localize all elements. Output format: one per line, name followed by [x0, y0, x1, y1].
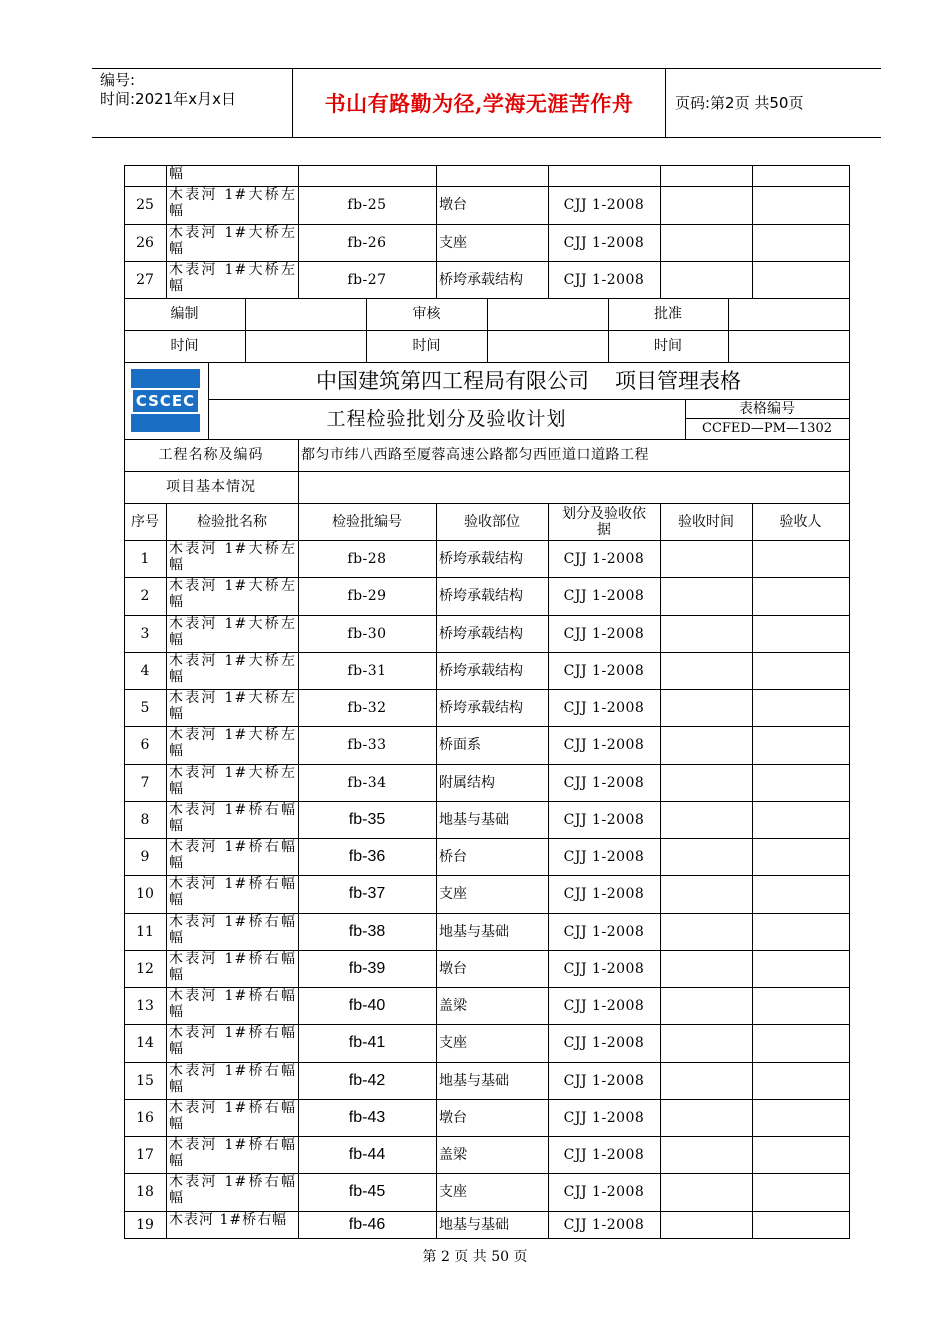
batch-name-cell: 木表河 1#大桥左幅: [166, 540, 299, 578]
batch-name-cell: 木表河 1#大桥左幅: [166, 726, 299, 765]
header-meta: [100, 71, 290, 109]
row-number-cell: [124, 165, 167, 187]
time-label: 时间: [124, 330, 246, 363]
logo-text: CSCEC: [131, 388, 200, 414]
basis-cell: CJJ 1-2008: [548, 1024, 661, 1063]
acceptor-cell: [752, 1136, 850, 1174]
row-number-cell: 12: [124, 950, 167, 988]
header-divider: [665, 69, 666, 137]
batch-code-cell: fb-43: [298, 1099, 437, 1137]
accept-time-cell: [660, 652, 753, 690]
batch-code-cell: fb-31: [298, 652, 437, 690]
batch-code-cell: fb-45: [298, 1173, 437, 1212]
row-number-cell: 2: [124, 577, 167, 616]
acceptor-cell: [752, 987, 850, 1025]
acceptor-cell: [752, 764, 850, 802]
time-value: [728, 330, 850, 363]
header-accept-time: 验收时间: [660, 503, 753, 541]
row-number-cell: 25: [124, 186, 167, 225]
acceptor-cell: [752, 801, 850, 839]
acceptor-cell: [752, 838, 850, 876]
basis-cell: CJJ 1-2008: [548, 987, 661, 1025]
accept-time-cell: [660, 1211, 753, 1239]
part-cell: 支座: [436, 1024, 549, 1063]
time-value: [245, 330, 367, 363]
batch-code-cell: fb-33: [298, 726, 437, 765]
compile-label: 编制: [124, 298, 246, 331]
batch-name-cell: 木表河 1#桥右幅幅: [166, 1173, 299, 1212]
acceptor-cell: [752, 577, 850, 616]
acceptor-cell: [752, 261, 850, 299]
time-label: 时间: [366, 330, 488, 363]
accept-time-cell: [660, 913, 753, 951]
batch-name-cell: 木表河 1#桥右幅幅: [166, 1024, 299, 1063]
header-part: 验收部位: [436, 503, 549, 541]
batch-name-cell: 木表河 1#桥右幅幅: [166, 950, 299, 988]
acceptor-cell: [752, 652, 850, 690]
part-cell: 桥垮承载结构: [436, 652, 549, 690]
header-motto: 书山有路勤为径,学海无涯苦作舟: [324, 91, 634, 116]
accept-time-cell: [660, 540, 753, 578]
acceptor-cell: [752, 1024, 850, 1063]
basis-cell: CJJ 1-2008: [548, 950, 661, 988]
row-number-cell: 19: [124, 1211, 167, 1239]
part-cell: 地基与基础: [436, 1062, 549, 1100]
batch-code-cell: fb-32: [298, 689, 437, 727]
batch-name-cell: 木表河 1#大桥左幅: [166, 764, 299, 802]
header-basis: 划分及验收依据: [548, 503, 661, 541]
page-header: [92, 68, 881, 138]
row-number-cell: 7: [124, 764, 167, 802]
part-cell: 桥垮承载结构: [436, 261, 549, 299]
accept-time-cell: [660, 1099, 753, 1137]
batch-name-cell: 木表河 1#桥右幅幅: [166, 801, 299, 839]
batch-name-cell: 木表河 1#桥右幅幅: [166, 1062, 299, 1100]
batch-code-cell: fb-28: [298, 540, 437, 578]
accept-time-cell: [660, 186, 753, 225]
basis-cell: CJJ 1-2008: [548, 875, 661, 914]
header-batch-name: 检验批名称: [166, 503, 299, 541]
batch-code-cell: fb-30: [298, 615, 437, 653]
acceptor-cell: [752, 540, 850, 578]
acceptor-cell: [752, 689, 850, 727]
batch-code-cell: fb-35: [298, 801, 437, 839]
row-number-cell: 15: [124, 1062, 167, 1100]
page-footer: 第 2 页 共 50 页: [422, 1249, 528, 1265]
batch-name-cell: 木表河 1#桥右幅幅: [166, 987, 299, 1025]
basis-cell: CJJ 1-2008: [548, 1173, 661, 1212]
row-number-cell: 3: [124, 615, 167, 653]
header-acceptor: 验收人: [752, 503, 850, 541]
batch-name-cell: 木表河 1#桥右幅幅: [166, 1099, 299, 1137]
basis-cell: CJJ 1-2008: [548, 764, 661, 802]
accept-time-cell: [660, 764, 753, 802]
project-basic-value: [298, 471, 850, 504]
basis-cell: CJJ 1-2008: [548, 1099, 661, 1137]
basis-cell: CJJ 1-2008: [548, 224, 661, 262]
review-value: [487, 298, 609, 331]
batch-code-cell: fb-29: [298, 577, 437, 616]
batch-code-cell: fb-39: [298, 950, 437, 988]
basis-cell: CJJ 1-2008: [548, 1136, 661, 1174]
part-cell: 墩台: [436, 950, 549, 988]
batch-name-cell: 木表河 1#大桥左幅: [166, 615, 299, 653]
batch-code-cell: fb-37: [298, 875, 437, 914]
approve-value: [728, 298, 850, 331]
row-number-cell: 8: [124, 801, 167, 839]
basis-cell: CJJ 1-2008: [548, 913, 661, 951]
accept-time-cell: [660, 577, 753, 616]
batch-code-cell: fb-40: [298, 987, 437, 1025]
part-cell: 地基与基础: [436, 801, 549, 839]
acceptor-cell: [752, 875, 850, 914]
batch-name-cell: 木表河 1#桥右幅幅: [166, 1136, 299, 1174]
acceptor-cell: [752, 913, 850, 951]
empty-cell: [752, 165, 850, 187]
acceptor-cell: [752, 950, 850, 988]
row-number-cell: 26: [124, 224, 167, 262]
acceptor-cell: [752, 186, 850, 225]
part-cell: 墩台: [436, 1099, 549, 1137]
basis-cell: CJJ 1-2008: [548, 801, 661, 839]
batch-name-cell: 木表河 1#大桥左幅: [166, 652, 299, 690]
row-number-cell: 9: [124, 838, 167, 876]
basis-cell: CJJ 1-2008: [548, 261, 661, 299]
time-label: 时间:2021年x月x日: [100, 90, 236, 108]
part-cell: 附属结构: [436, 764, 549, 802]
acceptor-cell: [752, 1062, 850, 1100]
row-number-cell: 10: [124, 875, 167, 914]
empty-cell: [436, 165, 549, 187]
accept-time-cell: [660, 726, 753, 765]
basis-cell: CJJ 1-2008: [548, 838, 661, 876]
acceptor-cell: [752, 1211, 850, 1239]
batch-name-cell: 木表河 1#大桥左幅: [166, 224, 299, 262]
acceptor-cell: [752, 224, 850, 262]
batch-code-cell: fb-34: [298, 764, 437, 802]
batch-code-cell: fb-36: [298, 838, 437, 876]
accept-time-cell: [660, 261, 753, 299]
part-cell: 桥面系: [436, 726, 549, 765]
batch-name-cell: 幅: [166, 165, 299, 187]
part-cell: 地基与基础: [436, 913, 549, 951]
review-label: 审核: [366, 298, 488, 331]
batch-name-cell: 木表河 1#桥右幅幅: [166, 838, 299, 876]
basis-cell: CJJ 1-2008: [548, 652, 661, 690]
form-type: 项目管理表格: [615, 368, 741, 393]
form-title: 工程检验批划分及验收计划: [208, 399, 686, 440]
accept-time-cell: [660, 1062, 753, 1100]
part-cell: 地基与基础: [436, 1211, 549, 1239]
row-number-cell: 11: [124, 913, 167, 951]
project-name-label: 工程名称及编码: [124, 439, 299, 472]
part-cell: 支座: [436, 875, 549, 914]
page-info: 页码:第2页 共50页: [675, 94, 804, 112]
project-name-value: 都匀市纬八西路至厦蓉高速公路都匀西匝道口道路工程: [298, 439, 850, 472]
header-no: 序号: [124, 503, 167, 541]
part-cell: 盖梁: [436, 1136, 549, 1174]
company-title: [208, 362, 850, 400]
part-cell: 墩台: [436, 186, 549, 225]
accept-time-cell: [660, 875, 753, 914]
batch-name-cell: 木表河 1#桥右幅幅: [166, 875, 299, 914]
batch-code-cell: fb-44: [298, 1136, 437, 1174]
basis-cell: CJJ 1-2008: [548, 186, 661, 225]
accept-time-cell: [660, 801, 753, 839]
batch-name-cell: 木表河 1#桥右幅: [166, 1211, 299, 1239]
empty-cell: [548, 165, 661, 187]
approve-label: 批准: [608, 298, 729, 331]
accept-time-cell: [660, 1024, 753, 1063]
part-cell: 盖梁: [436, 987, 549, 1025]
batch-code-cell: fb-41: [298, 1024, 437, 1063]
part-cell: 支座: [436, 224, 549, 262]
empty-cell: [660, 165, 753, 187]
empty-cell: [298, 165, 437, 187]
accept-time-cell: [660, 1136, 753, 1174]
row-number-cell: 13: [124, 987, 167, 1025]
accept-time-cell: [660, 950, 753, 988]
batch-name-cell: 木表河 1#大桥左幅: [166, 689, 299, 727]
batch-code-cell: fb-27: [298, 261, 437, 299]
batch-name-cell: 木表河 1#大桥左幅: [166, 261, 299, 299]
part-cell: 桥垮承载结构: [436, 615, 549, 653]
part-cell: 桥垮承载结构: [436, 577, 549, 616]
company-name: 中国建筑第四工程局有限公司: [316, 368, 589, 393]
row-number-cell: 17: [124, 1136, 167, 1174]
part-cell: 支座: [436, 1173, 549, 1212]
basis-cell: CJJ 1-2008: [548, 1062, 661, 1100]
company-logo: [131, 369, 200, 432]
basis-cell: CJJ 1-2008: [548, 615, 661, 653]
basis-cell: CJJ 1-2008: [548, 540, 661, 578]
batch-code-cell: fb-26: [298, 224, 437, 262]
acceptor-cell: [752, 726, 850, 765]
row-number-cell: 5: [124, 689, 167, 727]
batch-code-cell: fb-42: [298, 1062, 437, 1100]
form-no: CCFED—PM—1302: [685, 418, 850, 440]
accept-time-cell: [660, 1173, 753, 1212]
accept-time-cell: [660, 689, 753, 727]
code-label: 编号:: [100, 71, 136, 89]
row-number-cell: 18: [124, 1173, 167, 1212]
row-number-cell: 14: [124, 1024, 167, 1063]
header-batch-code: 检验批编号: [298, 503, 437, 541]
basis-cell: CJJ 1-2008: [548, 577, 661, 616]
row-number-cell: 16: [124, 1099, 167, 1137]
project-basic-label: 项目基本情况: [124, 471, 299, 504]
acceptor-cell: [752, 1099, 850, 1137]
accept-time-cell: [660, 615, 753, 653]
batch-name-cell: 木表河 1#大桥左幅: [166, 577, 299, 616]
acceptor-cell: [752, 615, 850, 653]
form-no-label: 表格编号: [685, 399, 850, 419]
part-cell: 桥垮承载结构: [436, 689, 549, 727]
accept-time-cell: [660, 987, 753, 1025]
batch-code-cell: fb-25: [298, 186, 437, 225]
row-number-cell: 6: [124, 726, 167, 765]
batch-name-cell: 木表河 1#大桥左幅: [166, 186, 299, 225]
compile-value: [245, 298, 367, 331]
accept-time-cell: [660, 224, 753, 262]
row-number-cell: 1: [124, 540, 167, 578]
basis-cell: CJJ 1-2008: [548, 1211, 661, 1239]
row-number-cell: 4: [124, 652, 167, 690]
time-label: 时间: [608, 330, 729, 363]
basis-cell: CJJ 1-2008: [548, 726, 661, 765]
batch-code-cell: fb-38: [298, 913, 437, 951]
batch-code-cell: fb-46: [298, 1211, 437, 1239]
accept-time-cell: [660, 838, 753, 876]
time-value: [487, 330, 609, 363]
basis-cell: CJJ 1-2008: [548, 689, 661, 727]
part-cell: 桥垮承载结构: [436, 540, 549, 578]
part-cell: 桥台: [436, 838, 549, 876]
row-number-cell: 27: [124, 261, 167, 299]
acceptor-cell: [752, 1173, 850, 1212]
batch-name-cell: 木表河 1#桥右幅幅: [166, 913, 299, 951]
